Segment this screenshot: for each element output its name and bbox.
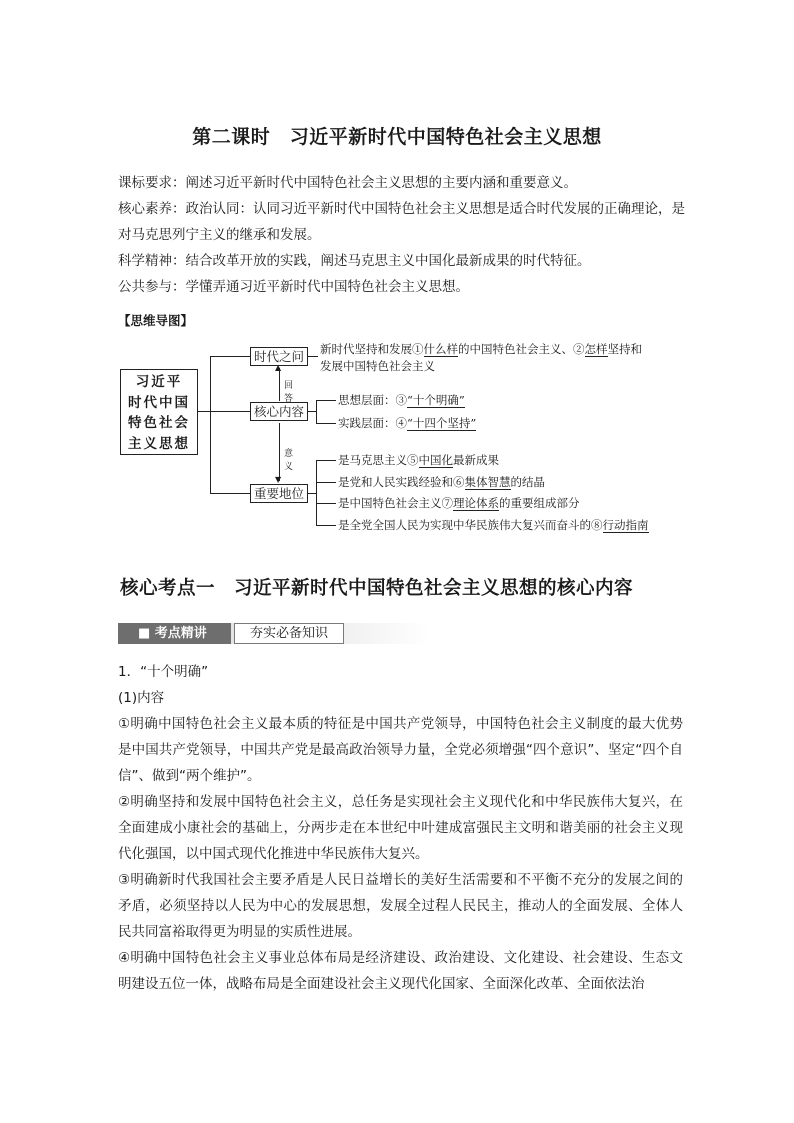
point-heading: 1．“十个明确” <box>118 664 209 680</box>
connector <box>316 525 336 526</box>
node-important-status: 重要地位 <box>250 484 308 503</box>
status-item-2 <box>338 474 545 490</box>
connector <box>210 356 211 493</box>
connector <box>198 411 210 412</box>
text: 坚持和 <box>607 342 642 356</box>
paragraph-4: ④明确中国特色社会主义事业总体布局是经济建设、政治建设、文化建设、社会建设、生态文明建设五位一体，战略布局是全面建设社会主义现代化国家、全面深化改革、全面依法治 <box>118 950 683 992</box>
status-item-4 <box>338 517 649 533</box>
text: 是党和人民实践经验和⑥ <box>338 475 465 489</box>
answer-blank-7: 理论体系 <box>453 496 499 510</box>
mindmap-label: 【思维导图】 <box>118 313 194 328</box>
arrow-down-icon: ▼ <box>275 475 282 484</box>
text: 是马克思主义⑤ <box>338 453 419 467</box>
arrow-meaning-label: 意义 <box>284 449 294 472</box>
connector <box>308 493 316 494</box>
arrow-answer-label: 回答 <box>284 381 294 404</box>
center-line-2: 时代中国 <box>128 394 190 411</box>
times-question-text-2: 发展中国特色社会主义 <box>320 359 435 373</box>
answer-blank-5: 中国化 <box>418 453 453 467</box>
status-item-1 <box>338 452 499 468</box>
text: 实践层面：④ <box>338 416 407 430</box>
answer-blank-3: “十个明确” <box>407 393 465 407</box>
paragraph-1: ①明确中国特色社会主义最本质的特征是中国共产党领导，中国特色社会主义制度的最大优势是中国共产党领导，中国共产党是最高政治领导力量，全党必须增强“四个意识”、坚定“四个自信”、做到“两个维护”。 <box>118 716 683 784</box>
connector <box>316 503 336 504</box>
answer-blank-4: “十四个坚持” <box>407 416 477 430</box>
connector <box>316 460 317 525</box>
content-body <box>118 659 683 997</box>
arrow-up-icon: ▲ <box>275 363 282 372</box>
banner-label-key-points <box>118 623 231 644</box>
answer-blank-8: 行动指南 <box>602 518 649 532</box>
connector <box>316 400 336 401</box>
requirement-public-participation: 公共参与：学懂弄通习近平新时代中国特色社会主义思想。 <box>118 279 469 295</box>
answer-blank-1: 什么样 <box>423 342 458 356</box>
connector <box>316 423 336 424</box>
paragraph-3: ③明确新时代我国社会主要矛盾是人民日益增长的美好生活需要和不平衡不充分的发展之间的矛盾，必须坚持以人民为中心的发展思想，发展全过程人民民主，推动人的全面发展、全体人民共同富裕取得更为明显的实质性进展。 <box>118 872 683 940</box>
text: 的中国特色社会主义、② <box>458 342 585 356</box>
banner-label-essentials: 夯实必备知识 <box>234 623 344 644</box>
node-core-content: 核心内容 <box>250 402 308 421</box>
paragraph-2: ②明确坚持和发展中国特色社会主义，总任务是实现社会主义现代化和中华民族伟大复兴，在全面建成小康社会的基础上，分两步走在本世纪中叶建成富强民主文明和谐美丽的社会主义现代化强国，以中国式现代化推进中华民族伟大复兴。 <box>118 794 683 862</box>
center-line-3: 特色社会 <box>128 415 190 431</box>
connector <box>210 356 250 357</box>
connector <box>210 411 250 412</box>
text: 是全党全国人民为实现中华民族伟大复兴而奋斗的⑧ <box>338 518 603 532</box>
status-item-3 <box>338 495 580 511</box>
core-practice-level <box>338 415 476 431</box>
answer-blank-6: 集体智慧 <box>464 475 511 489</box>
text: 最新成果 <box>453 453 499 467</box>
text: 思想层面：③ <box>338 393 407 407</box>
text: 新时代坚持和发展① <box>320 342 424 356</box>
sub-heading: (1)内容 <box>118 690 165 706</box>
section-title: 核心考点一 习近平新时代中国特色社会主义思想的核心内容 <box>120 578 634 599</box>
requirement-scientific-spirit: 科学精神：结合改革开放的实践，阐述马克思主义中国化最新成果的时代特征。 <box>118 253 591 269</box>
center-line-1: 习近平 <box>135 374 183 390</box>
arrow-answer <box>279 368 280 401</box>
connector <box>308 356 318 357</box>
node-times-question: 时代之问 <box>250 347 308 366</box>
requirement-curriculum: 课标要求：阐述习近平新时代中国特色社会主义思想的主要内涵和重要意义。 <box>118 175 577 191</box>
requirements <box>118 170 688 300</box>
answer-blank-2: 怎样 <box>584 342 608 356</box>
text: 的重要组成部分 <box>499 496 580 510</box>
connector <box>308 411 316 412</box>
banner-left-text: ■ 考点精讲 <box>138 626 207 641</box>
arrow-meaning <box>279 423 280 481</box>
text: 是中国特色社会主义⑦ <box>338 496 453 510</box>
core-thought-level <box>338 392 465 408</box>
times-question-text <box>320 341 642 357</box>
mindmap-center <box>120 369 198 455</box>
center-line-4: 主义思想 <box>128 435 190 452</box>
page-title: 第二课时 习近平新时代中国特色社会主义思想 <box>192 126 602 148</box>
connector <box>210 493 250 494</box>
requirement-core-literacy: 核心素养：政治认同：认同习近平新时代中国特色社会主义思想是适合时代发展的正确理论，是对马克思列宁主义的继承和发展。 <box>118 201 685 243</box>
connector <box>316 400 317 423</box>
connector <box>316 482 336 483</box>
text: 的结晶 <box>510 475 545 489</box>
connector <box>316 460 336 461</box>
